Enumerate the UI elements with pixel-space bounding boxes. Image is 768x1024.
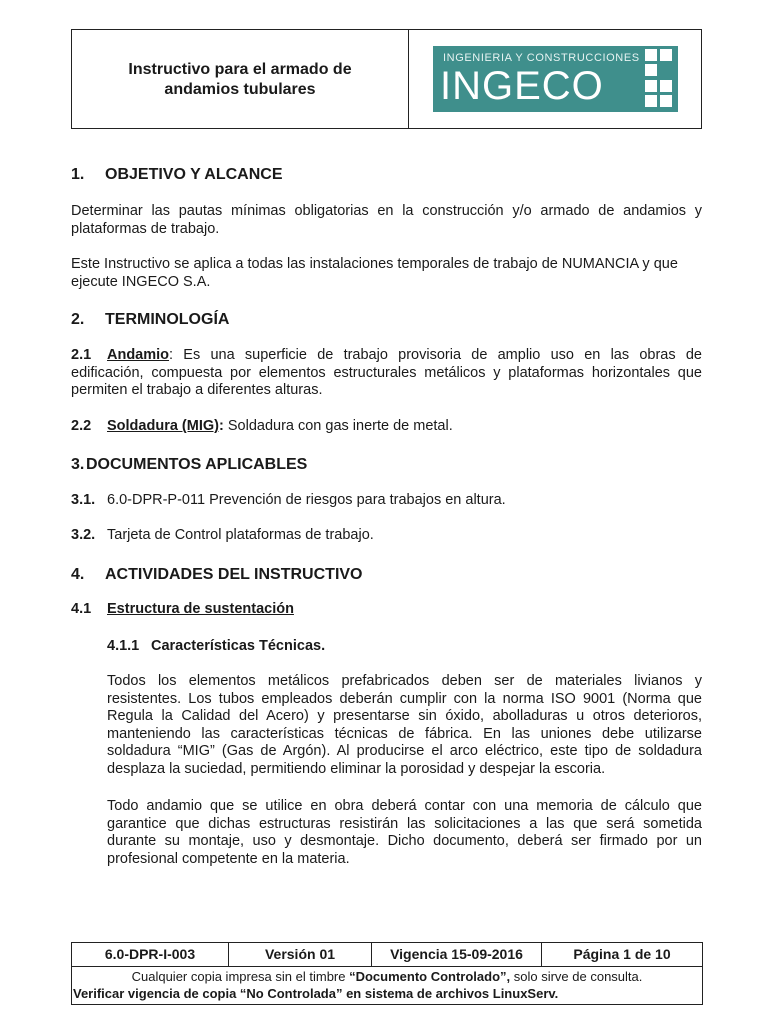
copy-notice xyxy=(72,969,702,985)
section-1-heading xyxy=(71,165,283,185)
item-number: 3.1. xyxy=(71,492,96,508)
logo-square-icon xyxy=(660,95,672,107)
subsection-4-1-1-heading xyxy=(107,638,325,656)
text-line: ejecute INGECO S.A. xyxy=(71,273,211,290)
subsection-4-1-heading xyxy=(71,601,294,619)
subsection-title: Estructura de sustentación xyxy=(107,601,294,617)
notice-text: solo sirve de consulta. xyxy=(510,969,643,984)
verification-notice: Verificar vigencia de copia “No Controlada” en sistema de archivos LinuxServ. xyxy=(73,986,559,1001)
section-title: OBJETIVO Y ALCANCE xyxy=(105,166,283,183)
logo-square-icon xyxy=(645,49,657,61)
logo-name: INGECO xyxy=(440,64,604,108)
definition-text: : Es una superficie de trabajo provisoria de amplio uso en las obras de xyxy=(169,347,702,363)
document-version: Versión 01 xyxy=(264,946,336,962)
subsection-title: Características Técnicas. xyxy=(151,638,326,654)
definition-number: 2.2 xyxy=(71,418,92,434)
text-line: Todo andamio que se utilice en obra deberá contar con una memoria de cálculo que xyxy=(107,798,702,814)
logo-square-icon xyxy=(660,49,672,61)
text-line: resistentes. Los tubos empleados deberán cumplir con la norma ISO 9001 (Norma que xyxy=(107,690,702,707)
technical-paragraph-1 xyxy=(107,673,702,778)
definition-number: 2.1 xyxy=(71,347,92,363)
text-line: profesional competente en la materia. xyxy=(107,850,350,867)
text-line: edificación, compuesta por elementos estructurales metálicos y plataformas horizontales que xyxy=(71,364,702,381)
document-title xyxy=(72,60,408,100)
document-code: 6.0-DPR-I-003 xyxy=(104,946,196,962)
section-title: ACTIVIDADES DEL INSTRUCTIVO xyxy=(105,566,363,583)
text-line: manteniendo las características técnicas de fábrica. En las uniones debe utilizarse xyxy=(107,725,702,742)
section-number: 4. xyxy=(71,566,85,583)
subsection-number: 4.1 xyxy=(71,601,92,617)
text-line: plataformas de trabajo. xyxy=(71,220,220,237)
definition-term: Andamio xyxy=(107,347,170,363)
section-3-heading xyxy=(71,455,307,475)
definition-colon: : xyxy=(218,418,224,434)
technical-paragraph-2 xyxy=(107,798,702,868)
text-line: garantice que dichas estructuras resistirán las solicitaciones a las que será sometida xyxy=(107,815,702,832)
item-text: Tarjeta de Control plataformas de trabajo. xyxy=(107,527,374,543)
footer-divider xyxy=(71,966,703,967)
item-number: 3.2. xyxy=(71,527,96,543)
document-validity: Vigencia 15-09-2016 xyxy=(390,946,523,962)
item-text: 6.0-DPR-P-011 Prevención de riesgos para trabajos en altura. xyxy=(107,492,506,508)
subsection-number: 4.1.1 xyxy=(107,638,140,654)
section-number: 3. xyxy=(71,456,85,473)
text-line: durante su montaje, uso y desmontaje. Dicho documento, deberá ser firmado por un xyxy=(107,833,702,849)
text-line: Regula la Calidad del Acero) y presentarse sin óxido, abolladuras u otros deterioros, xyxy=(107,708,702,724)
definition-andamio xyxy=(71,347,702,400)
text-line: Este Instructivo se aplica a todas las instalaciones temporales de trabajo de NUMANCIA y que xyxy=(71,256,678,272)
section-number: 1. xyxy=(71,166,85,183)
section-4-heading xyxy=(71,565,363,585)
logo-square-icon xyxy=(645,64,657,76)
logo-square-icon xyxy=(645,95,657,107)
text-line: Determinar las pautas mínimas obligatorias en la construcción y/o armado de andamios y xyxy=(71,203,702,219)
text-line: permiten el trabajo a diferentes alturas. xyxy=(71,382,323,398)
definition-text: Soldadura con gas inerte de metal. xyxy=(223,418,453,434)
section-2-heading xyxy=(71,310,229,330)
document-item-2 xyxy=(71,527,374,545)
definition-soldadura xyxy=(71,418,702,436)
title-line-2: andamios tubulares xyxy=(164,81,316,98)
definition-term: Soldadura (MIG) xyxy=(107,418,219,434)
title-line-1: Instructivo para el armado de xyxy=(128,61,352,78)
objective-paragraph xyxy=(71,203,702,238)
logo-square-icon xyxy=(645,80,657,92)
header-divider xyxy=(408,29,409,129)
text-line: soldadura “MIG” (Gas de Argón). Al producirse el arco eléctrico, este tipo de soldadura xyxy=(107,743,702,759)
notice-text: Cualquier copia impresa sin el timbre xyxy=(131,969,350,984)
notice-emphasis: “Documento Controlado”, xyxy=(349,969,511,984)
section-title: TERMINOLOGÍA xyxy=(105,311,230,328)
section-number: 2. xyxy=(71,311,85,328)
document-item-1 xyxy=(71,492,506,510)
text-line xyxy=(71,347,702,365)
page-number: Página 1 de 10 xyxy=(573,946,671,962)
section-title: DOCUMENTOS APLICABLES xyxy=(86,456,308,473)
logo-subtitle: INGENIERIA Y CONSTRUCCIONES xyxy=(443,52,640,64)
scope-paragraph xyxy=(71,256,702,291)
logo-square-icon xyxy=(660,80,672,92)
text-line: desplaza la suciedad, permitiendo eliminar la porosidad y despejar la escoria. xyxy=(107,760,606,777)
text-line: Todos los elementos metálicos prefabricados deben ser de materiales livianos y xyxy=(107,673,702,689)
